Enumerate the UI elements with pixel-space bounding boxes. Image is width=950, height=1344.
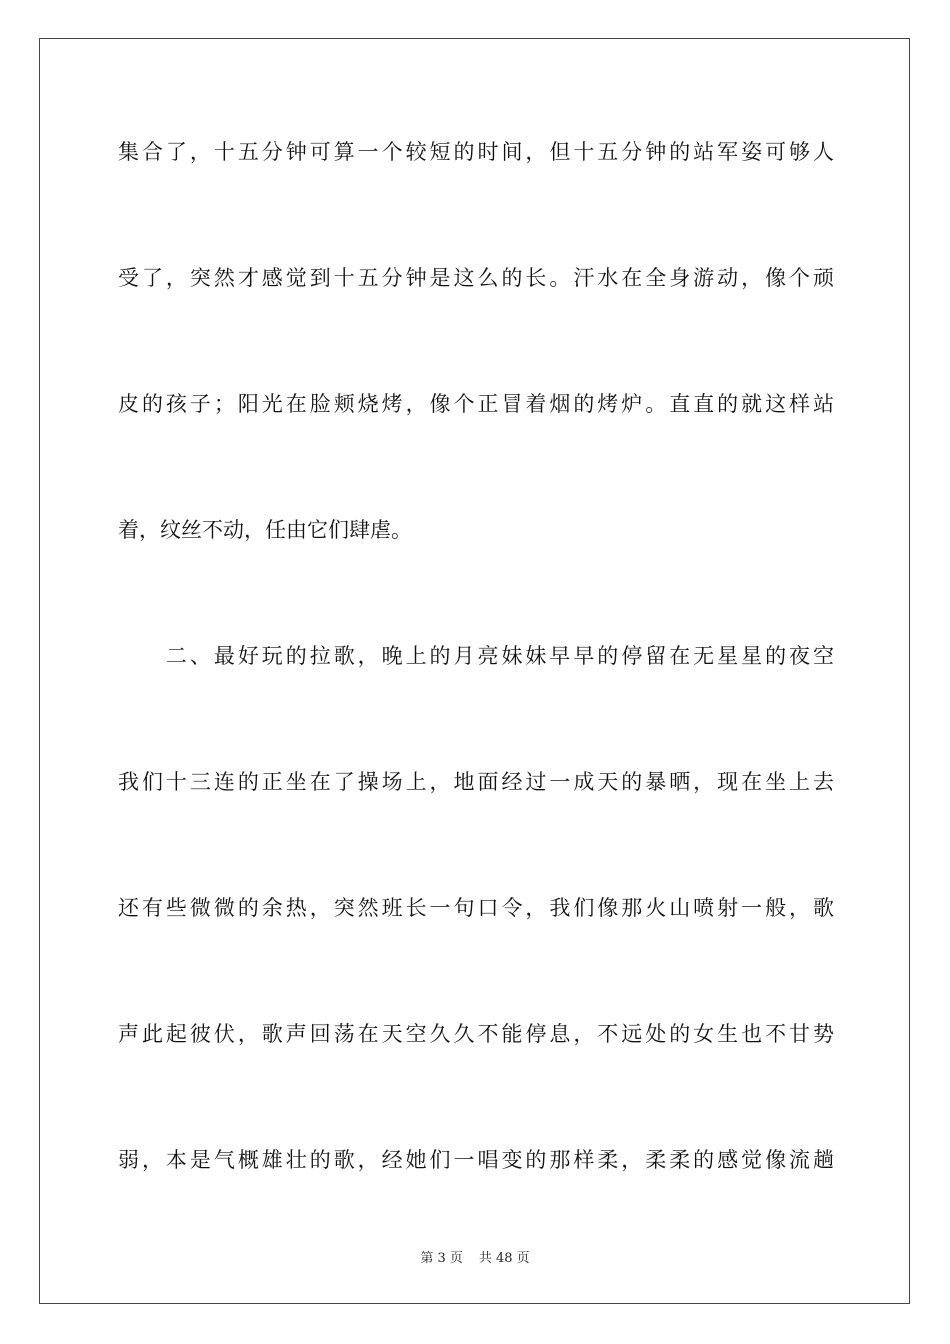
document-body xyxy=(118,108,834,1242)
text-line: 我们十三连的正坐在了操场上，地面经过一成天的暴晒，现在坐上去 xyxy=(118,770,834,794)
text-line: 还有些微微的余热，突然班长一句口令，我们像那火山喷射一般，歌 xyxy=(118,896,834,920)
text-line: 二、最好玩的拉歌，晚上的月亮妹妹早早的停留在无星星的夜空 xyxy=(118,644,834,668)
text-line: 声此起彼伏，歌声回荡在天空久久不能停息，不远处的女生也不甘势 xyxy=(118,1022,834,1046)
text-line: 着，纹丝不动，任由它们肆虐。 xyxy=(118,518,412,542)
text-line: 皮的孩子；阳光在脸颊烧烤，像个正冒着烟的烤炉。直直的就这样站 xyxy=(118,392,834,416)
paragraph-1 xyxy=(118,108,834,612)
page-number: 第 3 页 xyxy=(420,1251,463,1266)
text-line: 受了，突然才感觉到十五分钟是这么的长。汗水在全身游动，像个顽 xyxy=(118,266,834,290)
paragraph-2 xyxy=(118,612,834,1242)
page-total: 共 48 页 xyxy=(478,1251,530,1266)
text-line: 集合了，十五分钟可算一个较短的时间，但十五分钟的站军姿可够人 xyxy=(118,140,834,164)
page-footer xyxy=(0,1247,950,1266)
text-line: 弱，本是气概雄壮的歌，经她们一唱变的那样柔，柔柔的感觉像流趟 xyxy=(118,1148,834,1172)
